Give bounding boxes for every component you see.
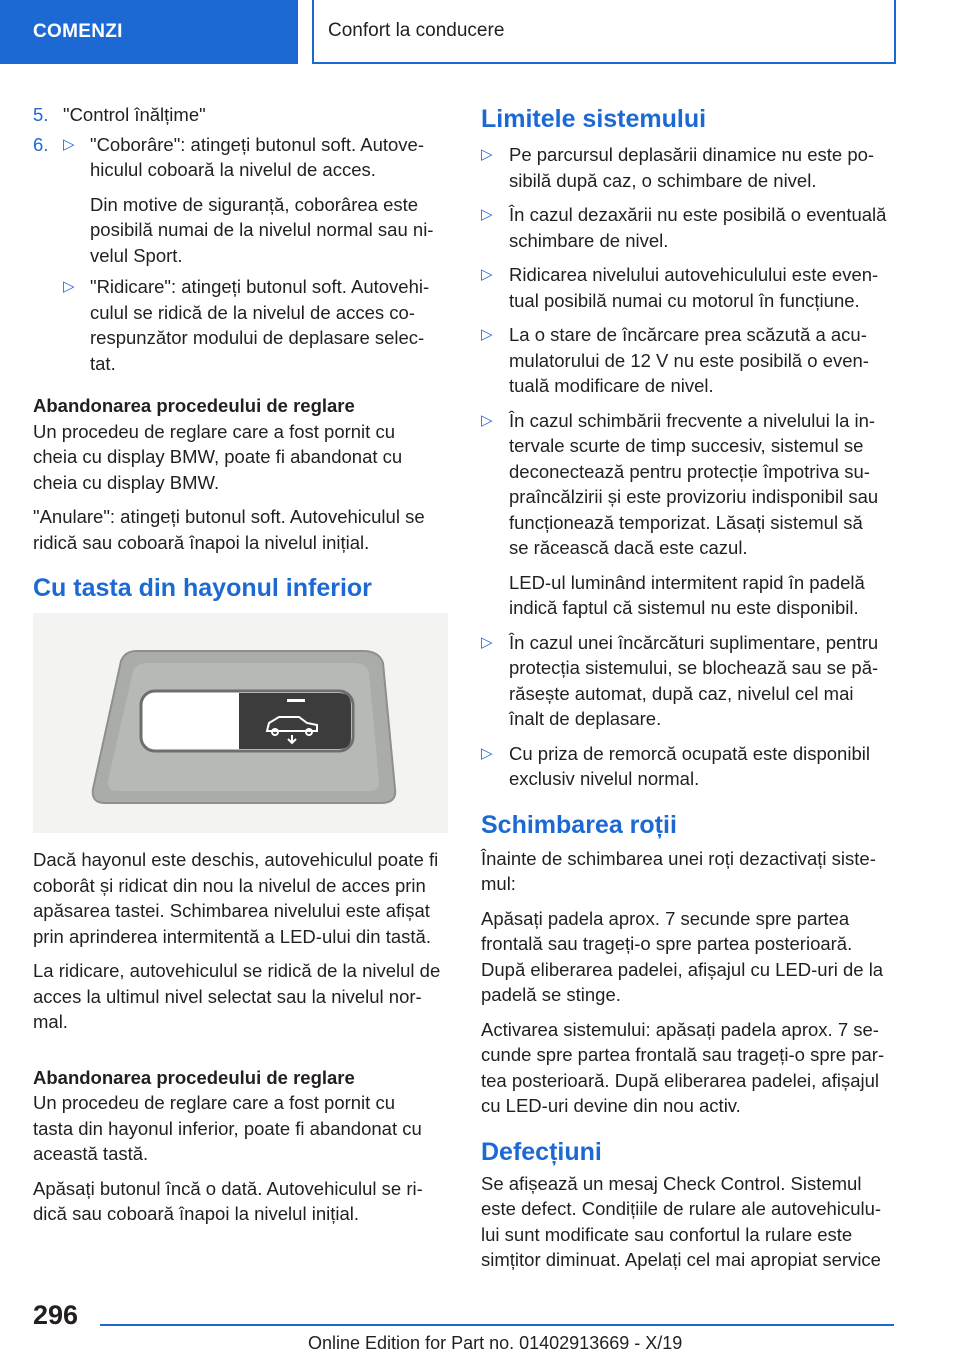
paragraph (481, 906, 897, 1008)
text-line: După eliberarea padelei, afișajul cu LED-uri de la (481, 958, 884, 980)
text-line: Un procedeu de reglare care a fost pornit cu (33, 420, 395, 442)
text-line: dică sau coboară înapoi la nivelul inițial. (33, 1203, 360, 1224)
text-line: În cazul schimbării frecvente a nivelului la in- (509, 409, 876, 431)
text-line: indică faptul că sistemul nu este disponibil. (509, 597, 859, 618)
list-item-note (481, 570, 897, 621)
text-line: exclusiv nivelul normal. (509, 768, 700, 789)
footer-edition-text: Online Edition for Part no. 01402913669 - X/19 (308, 1333, 683, 1353)
text-line: prin aprinderea intermitentă a LED-ului din tastă. (33, 925, 431, 947)
text-line: ridică sau coboară înapoi la nivelul inițial. (33, 531, 370, 553)
text-line: frontală sau trageți-o spre partea posterioară. (481, 933, 853, 954)
led-indicator (287, 699, 305, 702)
paragraph (33, 847, 448, 949)
text-line: tea posterioară. După eliberarea padelei, afișajul (481, 1069, 880, 1091)
text-line: În cazul unei încărcături suplimentare, pentru (509, 631, 879, 653)
section-title: Schimbarea roții (481, 810, 677, 839)
text-line: mal. (33, 1011, 68, 1032)
footer-divider (100, 1324, 894, 1326)
section-heading: Abandonarea procedeului de reglare (33, 1066, 355, 1088)
list-item-text: "Control înălțime" (63, 104, 206, 125)
list-item-6 (33, 132, 448, 269)
text-line: Ridicarea nivelului autovehiculului este even- (509, 264, 879, 285)
text-line: înalt de deplasare. (509, 708, 662, 729)
text-line: tasta din hayonul inferior, poate fi abandonat cu (33, 1117, 422, 1139)
text-line: Din motive de siguranță, coborârea este (90, 193, 419, 215)
text-line: cheia cu display BMW. (33, 471, 220, 493)
section-title: Defecțiuni (481, 1137, 602, 1166)
text-line: este defect. Condițiile de rulare ale autovehiculu- (481, 1198, 882, 1219)
bullet-triangle-icon: ▷ (481, 146, 493, 163)
paragraph (481, 846, 897, 897)
header-title-box (312, 0, 896, 64)
paragraph (33, 958, 448, 1035)
text-line: respunzător modului de deplasare selec- (90, 327, 425, 348)
bullet-triangle-icon: ▷ (481, 633, 493, 651)
section-title: Cu tasta din hayonul inferior (33, 574, 372, 602)
text-line: sibilă după caz, o schimbare de nivel. (509, 169, 817, 191)
bullet-triangle-icon: ▷ (481, 411, 493, 429)
text-line: cheia cu display BMW, poate fi abandonat cu (33, 446, 403, 467)
paragraph (481, 1171, 897, 1273)
text-line: Se afișează un mesaj Check Control. Sistemul (481, 1172, 862, 1194)
text-line: Înainte de schimbarea unei roți dezactivați siste- (481, 847, 876, 869)
paragraph (33, 1090, 448, 1167)
bullet-triangle-icon: ▷ (481, 206, 493, 223)
text-line: Apăsați butonul încă o dată. Autovehiculul se ri- (33, 1177, 423, 1199)
list-item-5 (33, 102, 448, 128)
text-line: se răcească dacă este cazul. (509, 537, 748, 558)
text-line: Apăsați padela aprox. 7 secunde spre partea (481, 907, 850, 929)
sub-item-lower (90, 132, 448, 183)
list-number: 6. (33, 133, 49, 155)
list-item (481, 142, 897, 193)
text-line: Activarea sistemului: apăsați padela aprox. 7 se- (481, 1018, 879, 1040)
text-line: hiculul coboară la nivelul de acces. (90, 159, 376, 180)
paragraph (33, 419, 448, 496)
text-line: LED-ul luminând intermitent rapid în padelă (509, 571, 865, 593)
tailgate-button-illustration (33, 613, 448, 833)
list-item (481, 202, 897, 253)
text-line: "Anulare": atingeți butonul soft. Autovehiculul se (33, 506, 425, 527)
sub-item-raise (33, 274, 448, 376)
section-heading: Abandonarea procedeului de reglare (33, 395, 355, 416)
text-line: tervale scurte de timp succesiv, sistemul se (509, 435, 864, 456)
text-line: velul Sport. (90, 244, 183, 266)
bullet-triangle-icon: ▷ (481, 266, 493, 283)
list-item (481, 262, 897, 313)
text-line: coborât și ridicat din nou la nivelul de acces prin (33, 874, 426, 896)
bullet-triangle-icon: ▷ (63, 278, 75, 295)
text-line: cu LED-uri devine din nou activ. (481, 1095, 741, 1116)
header-section-label: COMENZI (33, 21, 123, 42)
text-line: tuală modificare de nivel. (509, 375, 714, 396)
text-line: mulatorului de 12 V nu este posibilă o even- (509, 349, 869, 371)
text-line: La ridicare, autovehiculul se ridică de la nivelul de (33, 960, 441, 981)
text-line: În cazul dezaxării nu este posibilă o eventuală (509, 204, 887, 225)
sub-item-note (90, 192, 448, 269)
section-title: Limitele sistemului (481, 105, 707, 133)
left-column (33, 102, 448, 1236)
list-item (481, 741, 897, 792)
text-line: lui sunt modificate sau confortul la rulare este (481, 1223, 853, 1245)
text-line: acces la ultimul nivel selectat sau la nivelul nor- (33, 985, 422, 1007)
paragraph (33, 1176, 448, 1227)
text-line: posibilă numai de la nivelul normal sau ni- (90, 219, 434, 240)
text-line: această tastă. (33, 1143, 149, 1164)
text-line: Pe parcursul deplasării dinamice nu este po- (509, 144, 875, 165)
header-section-tab (0, 0, 298, 64)
text-line: "Coborâre": atingeți butonul soft. Autove- (90, 133, 425, 155)
text-line: La o stare de încărcare prea scăzută a acu- (509, 324, 867, 345)
text-line: padelă se stinge. (481, 984, 621, 1005)
text-line: răsește automat, după caz, nivelul cel mai (509, 682, 854, 704)
text-line: Un procedeu de reglare care a fost pornit cu (33, 1092, 395, 1113)
header-title: Confort la conducere (328, 20, 505, 41)
bullet-triangle-icon: ▷ (481, 744, 493, 762)
list-number: 5. (33, 104, 49, 125)
page-number: 296 (33, 1300, 79, 1330)
text-line: apăsarea tastei. Schimbarea nivelului este afișat (33, 900, 430, 921)
text-line: Dacă hayonul este deschis, autovehiculul poate fi (33, 849, 439, 870)
text-line: deconectează pentru protecție împotriva su- (509, 460, 870, 482)
list-item (481, 322, 897, 399)
text-line: "Ridicare": atingeți butonul soft. Autovehi- (90, 276, 430, 297)
list-item (481, 408, 897, 561)
text-line: protecția sistemului, se blochează sau se pă- (509, 657, 879, 678)
text-line: tat. (90, 352, 116, 374)
right-column (481, 104, 897, 1282)
text-line: mul: (481, 873, 516, 894)
text-line: Cu priza de remorcă ocupată este disponibil (509, 742, 870, 764)
text-line: tual posibilă numai cu motorul în funcțiune. (509, 289, 860, 311)
tailgate-button-figure (33, 613, 448, 833)
list-item (481, 630, 897, 732)
text-line: simțitor diminuat. Apelați cel mai apropiat service (481, 1249, 881, 1270)
bullet-triangle-icon: ▷ (63, 135, 75, 153)
text-line: culul se ridică de la nivelul de acces co- (90, 301, 415, 323)
text-line: schimbare de nivel. (509, 229, 669, 251)
paragraph (33, 504, 448, 555)
text-line: praîncălzirii și este provizoriu indisponibil sau (509, 486, 879, 507)
bullet-triangle-icon: ▷ (481, 326, 493, 343)
paragraph (481, 1017, 897, 1119)
text-line: cunde spre partea frontală sau trageți-o spre par- (481, 1044, 885, 1065)
text-line: funcționează temporizat. Lăsați sistemul să (509, 511, 863, 533)
